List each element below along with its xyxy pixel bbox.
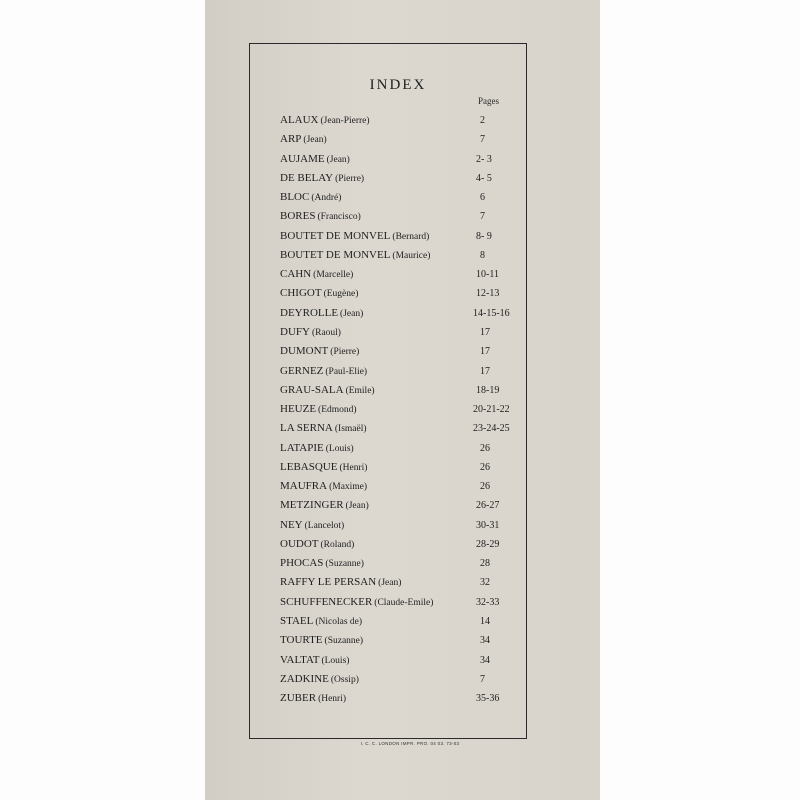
artist-given-name: (Lancelot) bbox=[304, 520, 345, 531]
page-reference: 10-11 bbox=[476, 269, 499, 281]
artist-surname: RAFFY LE PERSAN bbox=[280, 576, 377, 589]
artist-given-name: (Marcelle) bbox=[313, 270, 354, 281]
index-entry bbox=[280, 596, 540, 614]
index-entry bbox=[280, 576, 540, 594]
artist-name bbox=[280, 230, 429, 242]
artist-given-name: (Jean) bbox=[378, 578, 402, 589]
artist-surname: DE BELAY bbox=[280, 171, 334, 184]
artist-surname: ZUBER bbox=[280, 692, 317, 705]
index-entry bbox=[280, 403, 540, 421]
page-reference: 8 bbox=[480, 249, 485, 261]
artist-surname: ARP bbox=[280, 133, 302, 146]
artist-surname: OUDOT bbox=[280, 537, 319, 550]
artist-given-name: (Henri) bbox=[318, 694, 347, 705]
artist-name bbox=[280, 654, 349, 666]
page-reference: 2- 3 bbox=[476, 153, 492, 165]
artist-name bbox=[280, 172, 364, 184]
artist-name bbox=[280, 365, 367, 377]
index-entry bbox=[280, 480, 540, 498]
index-entry bbox=[280, 326, 540, 344]
pages-column-header: Pages bbox=[478, 96, 499, 106]
index-entry bbox=[280, 538, 540, 556]
index-entry bbox=[280, 191, 540, 209]
artist-given-name: (Paul-Elie) bbox=[325, 366, 368, 377]
artist-surname: LA SERNA bbox=[280, 422, 333, 435]
artist-name bbox=[280, 326, 341, 338]
index-entry bbox=[280, 519, 540, 537]
page-reference: 12-13 bbox=[476, 288, 500, 300]
artist-surname: AUJAME bbox=[280, 152, 325, 165]
artist-name bbox=[280, 307, 363, 319]
artist-given-name: (Jean) bbox=[340, 308, 364, 319]
artist-name bbox=[280, 615, 362, 627]
artist-surname: GRAU-SALA bbox=[280, 383, 344, 396]
artist-surname: STAEL bbox=[280, 615, 314, 628]
artist-surname: DEYROLLE bbox=[280, 306, 339, 319]
index-entry bbox=[280, 172, 540, 190]
page-reference: 14 bbox=[480, 616, 490, 628]
page-reference: 34 bbox=[480, 654, 490, 666]
page-reference: 7 bbox=[480, 134, 485, 146]
backdrop-left bbox=[0, 0, 205, 800]
artist-given-name: (Claude-Emile) bbox=[374, 597, 434, 608]
artist-surname: PHOCAS bbox=[280, 557, 324, 570]
page-reference: 26-27 bbox=[476, 500, 500, 512]
artist-given-name: (Louis) bbox=[325, 443, 354, 454]
index-entry bbox=[280, 345, 540, 363]
artist-given-name: (Suzanne) bbox=[325, 559, 364, 570]
artist-given-name: (Emile) bbox=[345, 385, 375, 396]
printer-imprint: I. C. C. LONDON IMPR. PRO. 04 03. 73-03 bbox=[360, 741, 460, 746]
page-reference: 20-21-22 bbox=[473, 404, 510, 416]
artist-given-name: (Nicolas de) bbox=[315, 617, 363, 628]
index-entry bbox=[280, 210, 540, 228]
artist-name bbox=[280, 114, 370, 126]
artist-surname: HEUZE bbox=[280, 403, 317, 416]
page-reference: 17 bbox=[480, 326, 490, 338]
index-entry bbox=[280, 384, 540, 402]
artist-name bbox=[280, 538, 354, 550]
artist-surname: TOURTE bbox=[280, 634, 323, 647]
artist-name bbox=[280, 519, 344, 531]
artist-given-name: (Jean-Pierre) bbox=[320, 116, 370, 126]
page-reference: 26 bbox=[480, 461, 490, 473]
artist-surname: BOUTET DE MONVEL bbox=[280, 248, 391, 261]
artist-surname: VALTAT bbox=[280, 653, 320, 666]
artist-name bbox=[280, 557, 364, 569]
index-entry bbox=[280, 615, 540, 633]
artist-name bbox=[280, 634, 363, 646]
artist-given-name: (Henri) bbox=[339, 462, 368, 473]
page-reference: 28 bbox=[480, 558, 490, 570]
artist-given-name: (Jean) bbox=[326, 154, 350, 165]
index-entry bbox=[280, 442, 540, 460]
artist-name bbox=[280, 345, 359, 357]
page-reference: 6 bbox=[480, 192, 485, 204]
index-entry bbox=[280, 249, 540, 267]
artist-name bbox=[280, 422, 367, 434]
artist-name bbox=[280, 403, 357, 415]
artist-given-name: (Maurice) bbox=[392, 250, 431, 261]
index-entry bbox=[280, 114, 540, 132]
index-entry bbox=[280, 268, 540, 286]
page-reference: 28-29 bbox=[476, 538, 500, 550]
page-reference: 17 bbox=[480, 346, 490, 358]
artist-name bbox=[280, 268, 353, 280]
artist-name bbox=[280, 692, 346, 704]
artist-given-name: (Pierre) bbox=[330, 347, 360, 358]
page-reference: 8- 9 bbox=[476, 230, 492, 242]
page-reference: 7 bbox=[480, 673, 485, 685]
artist-surname: DUMONT bbox=[280, 345, 329, 358]
artist-surname: CAHN bbox=[280, 268, 312, 281]
index-entry bbox=[280, 422, 540, 440]
artist-surname: ALAUX bbox=[280, 114, 319, 126]
artist-given-name: (Eugène) bbox=[323, 289, 359, 300]
index-entry bbox=[280, 153, 540, 171]
artist-surname: LATAPIE bbox=[280, 441, 324, 454]
artist-given-name: (Louis) bbox=[321, 655, 350, 666]
index-entry bbox=[280, 634, 540, 652]
artist-name bbox=[280, 191, 341, 203]
artist-given-name: (Jean) bbox=[303, 135, 327, 146]
index-entry bbox=[280, 499, 540, 517]
artist-surname: DUFY bbox=[280, 325, 310, 338]
index-entry bbox=[280, 133, 540, 151]
artist-surname: METZINGER bbox=[280, 499, 344, 512]
artist-name bbox=[280, 461, 367, 473]
artist-surname: CHIGOT bbox=[280, 287, 322, 300]
page-reference: 4- 5 bbox=[476, 172, 492, 184]
artist-given-name: (Raoul) bbox=[311, 327, 341, 338]
page-reference: 23-24-25 bbox=[473, 423, 510, 435]
index-entry bbox=[280, 673, 540, 691]
artist-given-name: (André) bbox=[311, 193, 342, 204]
artist-given-name: (Roland) bbox=[320, 539, 355, 550]
artist-name bbox=[280, 576, 401, 588]
index-entry bbox=[280, 557, 540, 575]
index-entry bbox=[280, 692, 540, 710]
artist-surname: BORES bbox=[280, 210, 316, 223]
page-reference: 2 bbox=[480, 115, 485, 126]
page-reference: 7 bbox=[480, 211, 485, 223]
artist-surname: SCHUFFENECKER bbox=[280, 595, 373, 608]
artist-surname: MAUFRA bbox=[280, 480, 328, 493]
artist-surname: ZADKINE bbox=[280, 672, 329, 685]
index-entry bbox=[280, 307, 540, 325]
page-reference: 14-15-16 bbox=[473, 307, 510, 319]
artist-given-name: (Edmond) bbox=[318, 405, 357, 416]
index-title: INDEX bbox=[369, 77, 427, 93]
artist-surname: LEBASQUE bbox=[280, 460, 338, 473]
artist-name bbox=[280, 673, 359, 685]
artist-name bbox=[280, 133, 327, 145]
artist-name bbox=[280, 249, 430, 261]
page-reference: 30-31 bbox=[476, 519, 500, 531]
artist-given-name: (Ismaël) bbox=[334, 424, 367, 435]
artist-given-name: (Suzanne) bbox=[324, 636, 364, 647]
artist-name bbox=[280, 596, 433, 608]
page-reference: 32-33 bbox=[476, 596, 500, 608]
artist-surname: GERNEZ bbox=[280, 364, 324, 377]
artist-surname: NEY bbox=[280, 518, 303, 531]
artist-given-name: (Maxime) bbox=[329, 482, 368, 493]
index-entry bbox=[280, 654, 540, 672]
page-reference: 18-19 bbox=[476, 384, 500, 396]
artist-name bbox=[280, 499, 369, 511]
page-reference: 26 bbox=[480, 481, 490, 493]
page-reference: 35-36 bbox=[476, 693, 500, 705]
page-reference: 26 bbox=[480, 442, 490, 454]
artist-given-name: (Ossip) bbox=[330, 674, 359, 685]
artist-given-name: (Bernard) bbox=[392, 231, 430, 242]
index-entry bbox=[280, 461, 540, 479]
artist-surname: BOUTET DE MONVEL bbox=[280, 229, 391, 242]
artist-name bbox=[280, 442, 354, 454]
page-reference: 34 bbox=[480, 635, 490, 647]
page-reference: 32 bbox=[480, 577, 490, 589]
artist-given-name: (Jean) bbox=[345, 501, 369, 512]
artist-name bbox=[280, 480, 367, 492]
page-reference: 17 bbox=[480, 365, 490, 377]
index-entry bbox=[280, 287, 540, 305]
artist-given-name: (Pierre) bbox=[335, 173, 365, 184]
artist-name bbox=[280, 210, 361, 222]
backdrop-right bbox=[600, 0, 800, 800]
index-entry bbox=[280, 230, 540, 248]
index-entry bbox=[280, 365, 540, 383]
artist-name bbox=[280, 384, 375, 396]
artist-given-name: (Francisco) bbox=[317, 212, 361, 223]
artist-name bbox=[280, 287, 358, 299]
artist-name bbox=[280, 153, 350, 165]
artist-surname: BLOC bbox=[280, 191, 310, 204]
